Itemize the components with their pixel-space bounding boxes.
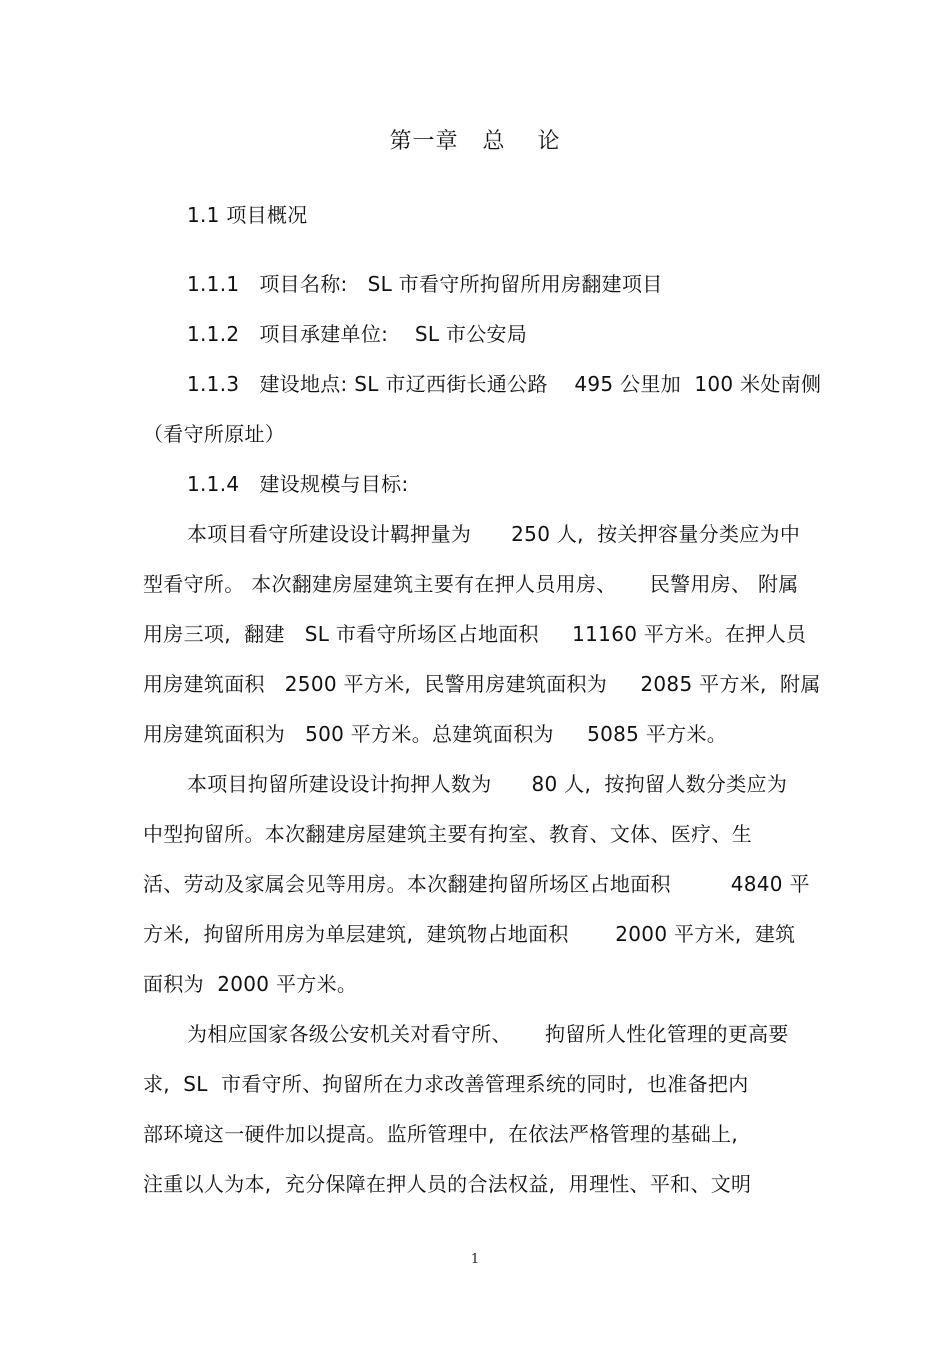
section-heading: 1.1 项目概况 (187, 203, 308, 227)
item-location-cont: （看守所原址） (143, 422, 286, 446)
paragraph-line: 本项目看守所建设设计羁押量为 250 人, 按关押容量分类应为中 (187, 522, 801, 546)
item-location: 1.1.3 建设地点: SL 市辽西街长通公路 495 公里加 100 米处南侧 (187, 372, 822, 396)
paragraph-line: 方米, 拘留所用房为单层建筑, 建筑物占地面积 2000 平方米, 建筑 (143, 922, 796, 946)
paragraph-line: 面积为 2000 平方米。 (143, 972, 358, 996)
page-number: 1 (470, 1252, 480, 1267)
paragraph-line: 部环境这一硬件加以提高。监所管理中, 在依法严格管理的基础上, (143, 1122, 739, 1146)
paragraph-line: 活、劳动及家属会见等用房。本次翻建拘留所场区占地面积 4840 平 (143, 872, 810, 896)
paragraph-line: 用房三项, 翻建 SL 市看守所场区占地面积 11160 平方米。在押人员 (143, 622, 807, 646)
paragraph-line: 用房建筑面积为 500 平方米。总建筑面积为 5085 平方米。 (143, 722, 728, 746)
paragraph-line: 注重以人为本, 充分保障在押人员的合法权益, 用理性、平和、文明 (143, 1172, 752, 1196)
paragraph-line: 用房建筑面积 2500 平方米, 民警用房建筑面积为 2085 平方米, 附属 (143, 672, 821, 696)
paragraph-line: 求, SL 市看守所、拘留所在力求改善管理系统的同时, 也准备把内 (143, 1072, 749, 1096)
paragraph-line: 为相应国家各级公安机关对看守所、 拘留所人性化管理的更高要 (187, 1022, 789, 1046)
item-scale: 1.1.4 建设规模与目标: (187, 472, 409, 496)
paragraph-line: 中型拘留所。本次翻建房屋建筑主要有拘室、教育、文体、医疗、生 (143, 822, 752, 846)
item-project-unit: 1.1.2 项目承建单位: SL 市公安局 (187, 322, 528, 346)
item-project-name: 1.1.1 项目名称: SL 市看守所拘留所用房翻建项目 (187, 272, 663, 296)
paragraph-line: 本项目拘留所建设设计拘押人数为 80 人, 按拘留人数分类应为 (187, 772, 788, 796)
chapter-title: 第一章 总 论 (389, 129, 561, 154)
paragraph-line: 型看守所。 本次翻建房屋建筑主要有在押人员用房、 民警用房、 附属 (143, 572, 799, 596)
